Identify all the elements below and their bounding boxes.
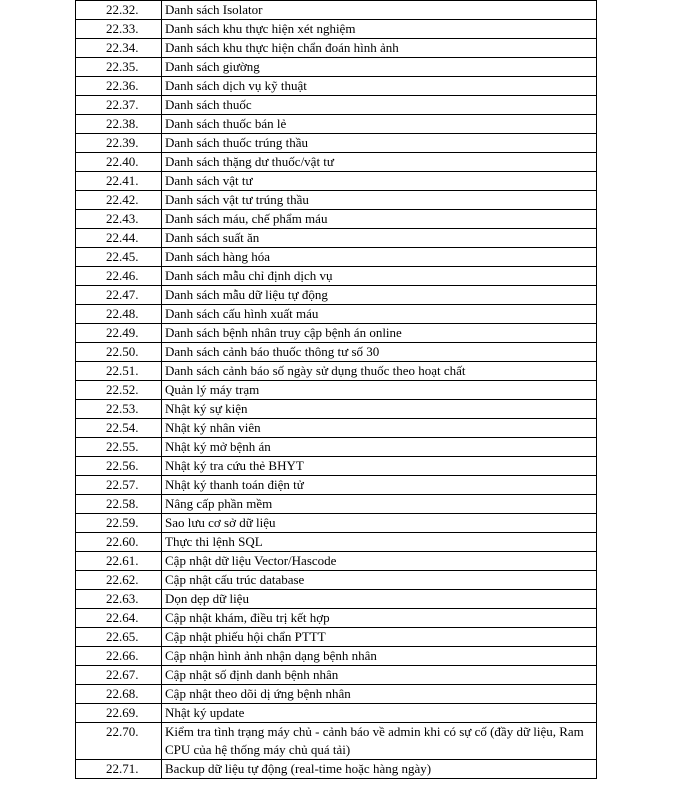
item-name: Danh sách suất ăn: [162, 229, 597, 248]
table-row: [76, 628, 597, 647]
table-row: [76, 647, 597, 666]
item-number: 22.65.: [76, 628, 162, 647]
table-row: [76, 305, 597, 324]
item-number: 22.63.: [76, 590, 162, 609]
item-name: Cập nhận hình ảnh nhận dạng bệnh nhân: [162, 647, 597, 666]
item-number: 22.38.: [76, 115, 162, 134]
item-number: 22.66.: [76, 647, 162, 666]
table-row: [76, 362, 597, 381]
table-row: [76, 723, 597, 760]
table-row: [76, 457, 597, 476]
table-row: [76, 324, 597, 343]
item-number: 22.50.: [76, 343, 162, 362]
item-number: 22.60.: [76, 533, 162, 552]
table-row: [76, 590, 597, 609]
item-name: Danh sách khu thực hiện chẩn đoán hình ảnh: [162, 39, 597, 58]
table-row: [76, 153, 597, 172]
item-name: Nhật ký nhân viên: [162, 419, 597, 438]
table-row: [76, 58, 597, 77]
item-name: Danh sách giường: [162, 58, 597, 77]
item-number: 22.61.: [76, 552, 162, 571]
table-row: [76, 552, 597, 571]
table-row: [76, 381, 597, 400]
item-name: Backup dữ liệu tự động (real-time hoặc hàng ngày): [162, 760, 597, 779]
table-row: [76, 134, 597, 153]
item-number: 22.51.: [76, 362, 162, 381]
item-name: Danh sách thuốc: [162, 96, 597, 115]
item-number: 22.58.: [76, 495, 162, 514]
item-name: Thực thi lệnh SQL: [162, 533, 597, 552]
item-number: 22.33.: [76, 20, 162, 39]
item-name: Cập nhật theo dõi dị ứng bệnh nhân: [162, 685, 597, 704]
item-number: 22.56.: [76, 457, 162, 476]
table-row: [76, 514, 597, 533]
table-row: [76, 115, 597, 134]
item-name: Danh sách máu, chế phẩm máu: [162, 210, 597, 229]
item-number: 22.62.: [76, 571, 162, 590]
item-name: Danh sách thặng dư thuốc/vật tư: [162, 153, 597, 172]
item-number: 22.54.: [76, 419, 162, 438]
item-name: Danh sách Isolator: [162, 1, 597, 20]
item-number: 22.34.: [76, 39, 162, 58]
item-number: 22.71.: [76, 760, 162, 779]
table-row: [76, 495, 597, 514]
item-name: Danh sách mẫu chỉ định dịch vụ: [162, 267, 597, 286]
item-name: Danh sách vật tư: [162, 172, 597, 191]
item-number: 22.69.: [76, 704, 162, 723]
table-row: [76, 39, 597, 58]
table-row: [76, 191, 597, 210]
item-number: 22.48.: [76, 305, 162, 324]
table-row: [76, 229, 597, 248]
item-name: Danh sách bệnh nhân truy cập bệnh án online: [162, 324, 597, 343]
item-number: 22.36.: [76, 77, 162, 96]
item-number: 22.43.: [76, 210, 162, 229]
item-number: 22.35.: [76, 58, 162, 77]
table-row: [76, 96, 597, 115]
item-number: 22.42.: [76, 191, 162, 210]
item-name: Danh sách hàng hóa: [162, 248, 597, 267]
item-name: Danh sách thuốc bán lẻ: [162, 115, 597, 134]
table-row: [76, 704, 597, 723]
item-name: Danh sách cấu hình xuất máu: [162, 305, 597, 324]
item-name: Cập nhật số định danh bệnh nhân: [162, 666, 597, 685]
item-number: 22.68.: [76, 685, 162, 704]
item-name: Quản lý máy trạm: [162, 381, 597, 400]
table-row: [76, 533, 597, 552]
item-name: Cập nhật phiếu hội chẩn PTTT: [162, 628, 597, 647]
item-number: 22.70.: [76, 723, 162, 760]
table-row: [76, 172, 597, 191]
table-row: [76, 760, 597, 779]
item-name: Sao lưu cơ sở dữ liệu: [162, 514, 597, 533]
item-number: 22.52.: [76, 381, 162, 400]
item-number: 22.40.: [76, 153, 162, 172]
item-name: Danh sách cảnh báo thuốc thông tư số 30: [162, 343, 597, 362]
table-row: [76, 286, 597, 305]
table-row: [76, 267, 597, 286]
table-row: [76, 20, 597, 39]
table-row: [76, 571, 597, 590]
function-list-table: [75, 0, 597, 779]
item-number: 22.37.: [76, 96, 162, 115]
item-name: Nhật ký sự kiện: [162, 400, 597, 419]
table-row: [76, 210, 597, 229]
item-number: 22.49.: [76, 324, 162, 343]
table-row: [76, 666, 597, 685]
item-name: Cập nhật khám, điều trị kết hợp: [162, 609, 597, 628]
item-name: Cập nhật cấu trúc database: [162, 571, 597, 590]
item-name: Danh sách thuốc trúng thầu: [162, 134, 597, 153]
item-number: 22.41.: [76, 172, 162, 191]
item-name: Kiểm tra tình trạng máy chủ - cảnh báo về admin khi có sự cố (đầy dữ liệu, Ram CPU của hệ thống máy chủ quá tải): [162, 723, 597, 760]
table-row: [76, 419, 597, 438]
item-name: Nhật ký thanh toán điện tử: [162, 476, 597, 495]
item-name: Danh sách vật tư trúng thầu: [162, 191, 597, 210]
table-row: [76, 476, 597, 495]
item-name: Danh sách mẫu dữ liệu tự động: [162, 286, 597, 305]
item-number: 22.55.: [76, 438, 162, 457]
item-name: Nâng cấp phần mềm: [162, 495, 597, 514]
table-row: [76, 248, 597, 267]
table-row: [76, 343, 597, 362]
item-number: 22.32.: [76, 1, 162, 20]
table-row: [76, 77, 597, 96]
item-name: Danh sách khu thực hiện xét nghiệm: [162, 20, 597, 39]
item-name: Nhật ký update: [162, 704, 597, 723]
table-row: [76, 685, 597, 704]
table-row: [76, 400, 597, 419]
item-number: 22.64.: [76, 609, 162, 628]
item-number: 22.44.: [76, 229, 162, 248]
item-number: 22.53.: [76, 400, 162, 419]
table-row: [76, 1, 597, 20]
table-body: [76, 1, 597, 779]
item-number: 22.57.: [76, 476, 162, 495]
item-number: 22.39.: [76, 134, 162, 153]
item-name: Nhật ký mở bệnh án: [162, 438, 597, 457]
item-number: 22.67.: [76, 666, 162, 685]
item-number: 22.47.: [76, 286, 162, 305]
item-name: Danh sách cảnh báo số ngày sử dụng thuốc theo hoạt chất: [162, 362, 597, 381]
item-name: Cập nhật dữ liệu Vector/Hascode: [162, 552, 597, 571]
item-name: Danh sách dịch vụ kỹ thuật: [162, 77, 597, 96]
item-number: 22.59.: [76, 514, 162, 533]
item-name: Dọn dẹp dữ liệu: [162, 590, 597, 609]
item-number: 22.45.: [76, 248, 162, 267]
item-name: Nhật ký tra cứu thẻ BHYT: [162, 457, 597, 476]
item-number: 22.46.: [76, 267, 162, 286]
table-row: [76, 438, 597, 457]
table-row: [76, 609, 597, 628]
